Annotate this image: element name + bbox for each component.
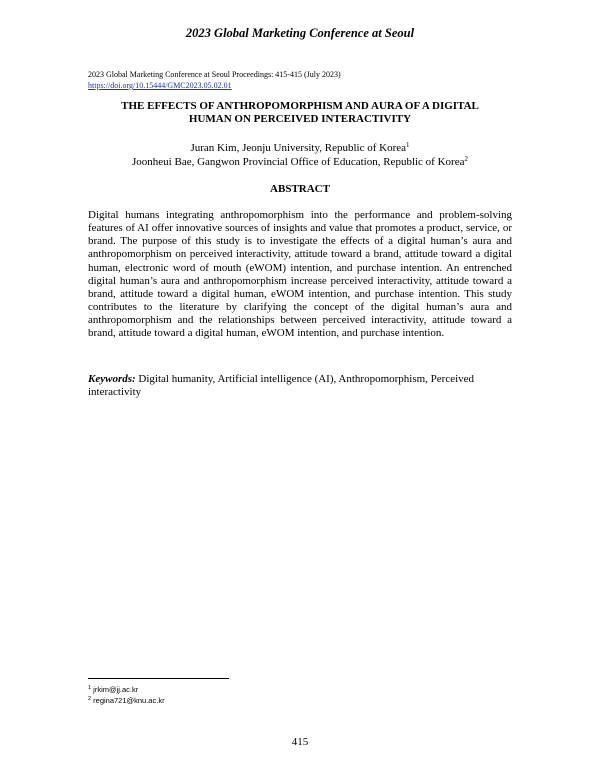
- author-1-text: Juran Kim, Jeonju University, Republic of Korea: [190, 142, 407, 154]
- author-1-footnote-mark: 1: [406, 141, 410, 149]
- footnote-1-text: jrkim@jj.ac.kr: [93, 685, 139, 694]
- keywords-label: Keywords:: [88, 373, 136, 385]
- proceedings-line: 2023 Global Marketing Conference at Seoul Proceedings: 415-415 (July 2023): [88, 70, 341, 79]
- doi-link[interactable]: https://doi.org/10.15444/GMC2023.05.02.01: [88, 81, 232, 90]
- author-2-footnote-mark: 2: [464, 154, 468, 163]
- page-number: 415: [291, 736, 309, 748]
- abstract-heading: ABSTRACT: [270, 183, 330, 195]
- title-line-1: THE EFFECTS OF ANTHROPOMORPHISM AND AURA OF A DIGITAL: [121, 100, 479, 112]
- footnote-1-mark: 1: [88, 685, 92, 691]
- footnote-1: [88, 684, 165, 695]
- keywords: [88, 373, 512, 399]
- author-2-text: Joonheui Bae, Gangwon Provincial Office of Education, Republic of Korea: [132, 155, 465, 168]
- author-2: [60, 156, 540, 170]
- footnote-divider: [88, 678, 229, 679]
- footnote-2: [88, 695, 165, 706]
- keywords-text: Digital humanity, Artificial intelligence (AI), Anthropomorphism, Perceived interactivity: [88, 373, 475, 399]
- footnotes: [88, 684, 165, 706]
- footnote-2-text: regina721@knu.ac.kr: [93, 696, 165, 705]
- abstract-body: Digital humans integrating anthropomorphism into the performance and problem-solving features of AI offer innovative sources of insights and value that promotes a product, service, or brand. The purpose of this study is to investigate the effects of a digital human’s aura and anthropomorphism on perceived interactivity, attitude toward a brand, attitude toward a digital human, electronic word of mouth (eWOM) intention, and purchase intention. An entrenched digital human’s aura and anthropomorphism increase perceived interactivity, attitude toward a brand, attitude toward a digital human, eWOM intention, and purchase intention. This study contributes to the literature by clarifying the concept of the digital human’s aura and anthropomorphism and the relationships between perceived interactivity, attitude toward a brand, attitude toward a digital human, eWOM intention, and purchase intention.: [88, 209, 512, 340]
- proceedings-info: [88, 69, 341, 91]
- footnote-2-mark: 2: [88, 696, 92, 702]
- author-list: [60, 142, 540, 169]
- paper-title: [80, 100, 520, 126]
- author-1: [60, 142, 540, 156]
- title-line-2: HUMAN ON PERCEIVED INTERACTIVITY: [188, 113, 412, 125]
- running-head: 2023 Global Marketing Conference at Seoul: [185, 26, 415, 40]
